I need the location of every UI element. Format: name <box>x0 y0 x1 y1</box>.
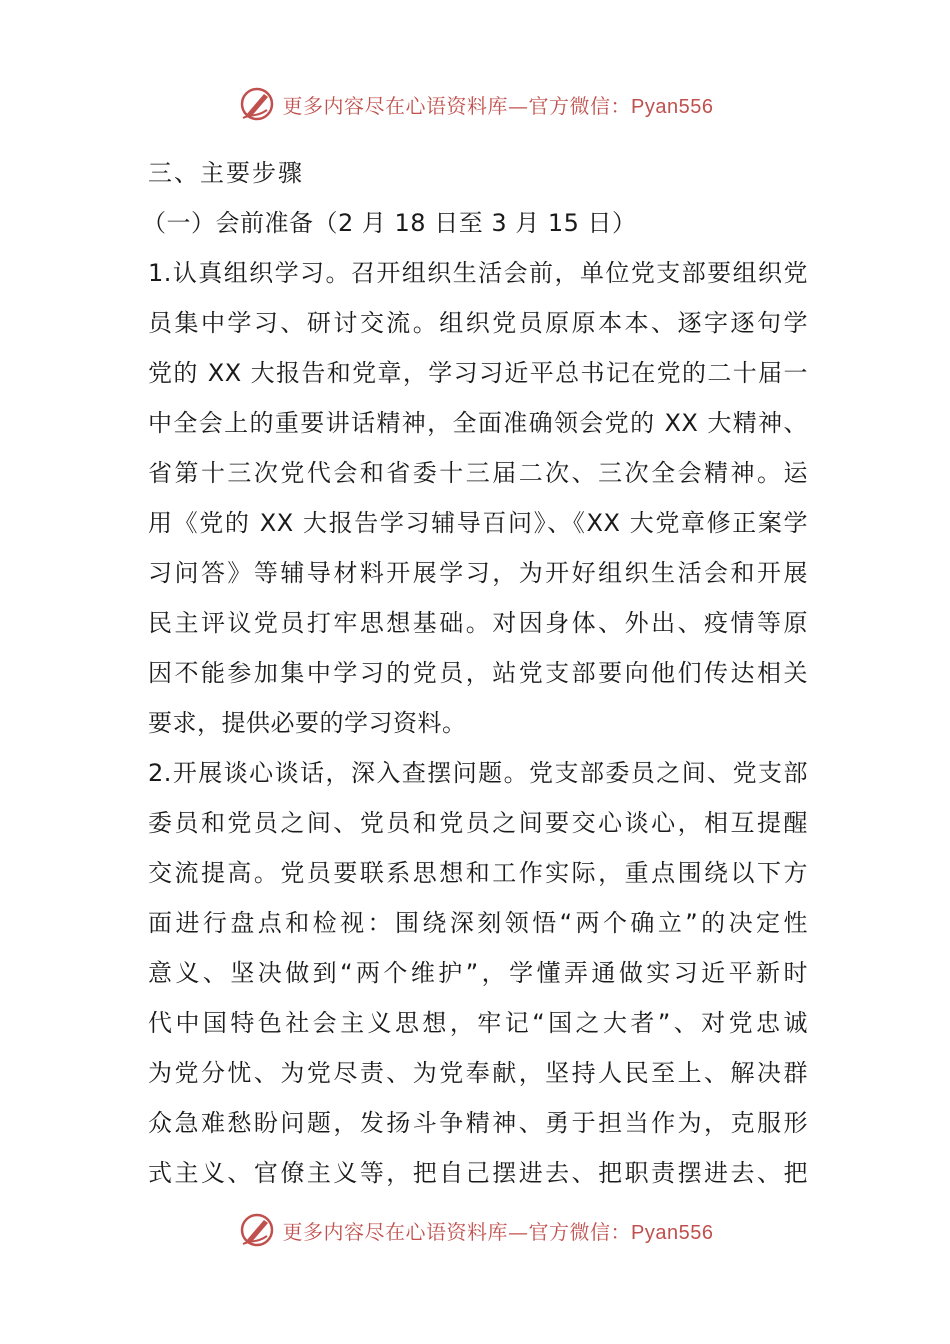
paragraph-line: 面进行盘点和检视：围绕深刻领悟“两个确立”的决定性 <box>148 909 808 937</box>
paragraph-line: 民主评议党员打牢思想基础。对因身体、外出、疫情等原 <box>148 609 808 637</box>
watermark-wechat-id: Pyan556 <box>631 95 714 118</box>
paragraph-line: 交流提高。党员要联系思想和工作实际，重点围绕以下方 <box>148 859 808 887</box>
header-watermark <box>0 82 950 126</box>
paragraph-line: 中全会上的重要讲话精神，全面准确领会党的 XX 大精神、 <box>148 409 808 437</box>
watermark-text <box>283 1216 714 1245</box>
paragraph-line: 代中国特色社会主义思想，牢记“国之大者”、对党忠诚 <box>148 1009 808 1037</box>
paragraph-line: 为党分忧、为党尽责、为党奉献，坚持人民至上、解决群 <box>148 1059 808 1087</box>
paragraph-line: 意义、坚决做到“两个维护”，学懂弄通做实习近平新时 <box>148 959 808 987</box>
paragraph-line: 用《党的 XX 大报告学习辅导百问》、《XX 大党章修正案学 <box>148 509 808 537</box>
paragraph-line: 省第十三次党代会和省委十三届二次、三次全会精神。运 <box>148 459 808 487</box>
watermark-label: 更多内容尽在心语资料库—官方微信： <box>282 93 632 118</box>
paragraph-line: 委员和党员之间、党员和党员之间要交心谈心，相互提醒 <box>148 809 808 837</box>
paragraph-2 <box>148 748 808 1198</box>
paragraph-line: 员集中学习、研讨交流。组织党员原原本本、逐字逐句学 <box>148 309 808 337</box>
paragraph-line: 党的 XX 大报告和党章，学习习近平总书记在党的二十届一 <box>148 359 808 387</box>
footer-watermark <box>0 1208 950 1252</box>
document-body <box>142 148 808 1198</box>
section-heading: 三、主要步骤 <box>148 159 304 187</box>
paragraph-1 <box>148 248 808 748</box>
pen-logo-icon <box>237 1210 277 1250</box>
subsection-heading: （一）会前准备（2 月 18 日至 3 月 15 日） <box>142 209 637 237</box>
watermark-text <box>283 90 714 119</box>
paragraph-line: 众急难愁盼问题，发扬斗争精神、勇于担当作为，克服形 <box>148 1109 808 1137</box>
paragraph-line: 因不能参加集中学习的党员，站党支部要向他们传达相关 <box>148 659 808 687</box>
watermark-wechat-id: Pyan556 <box>631 1221 714 1244</box>
watermark-label: 更多内容尽在心语资料库—官方微信： <box>282 1219 632 1244</box>
paragraph-line: 式主义、官僚主义等，把自己摆进去、把职责摆进去、把 <box>148 1159 808 1187</box>
paragraph-line: 习问答》等辅导材料开展学习，为开好组织生活会和开展 <box>148 559 808 587</box>
paragraph-line: 2.开展谈心谈话，深入查摆问题。党支部委员之间、党支部 <box>148 759 808 787</box>
paragraph-line: 要求，提供必要的学习资料。 <box>148 709 467 737</box>
paragraph-line: 1.认真组织学习。召开组织生活会前，单位党支部要组织党 <box>148 259 808 287</box>
pen-logo-icon <box>237 84 277 124</box>
